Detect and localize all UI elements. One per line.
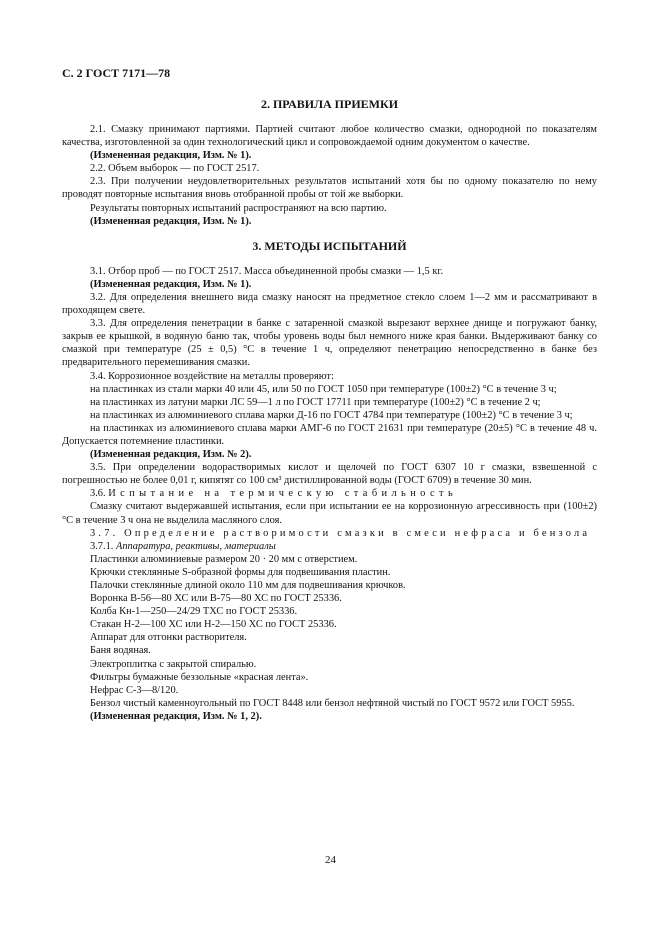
paragraph-3-1: 3.1. Отбор проб — по ГОСТ 2517. Масса объединенной пробы смазки — 1,5 кг. (90, 265, 444, 277)
equipment-item: Воронка В-56—80 ХС или В-75—80 ХС по ГОСТ 25336. (90, 593, 342, 605)
paragraph-3-3: 3.3. Для определения пенетрации в банке с затаренной смазкой вырезают верхнее днище и погружают банку, закрыв ее крышкой, в водяную баню так, чтобы уровень воды был немного ниже края банки. Выдерживают банку со смазкой при температуре (25 ± 0,5) °С в течение 1 ч, определяют пенетрацию непосредственно в банке без предварительного перемешивания смазки. (62, 318, 597, 369)
paragraph-3-4: 3.4. Коррозионное воздействие на металлы проверяют: (90, 370, 334, 382)
paragraph-2-2: 2.2. Объем выборок — по ГОСТ 2517. (90, 163, 260, 175)
revision-note: (Измененная редакция, Изм. № 1, 2). (90, 710, 262, 722)
paragraph-3-4-amg6: на пластинках из алюминиевого сплава марки АМГ-6 по ГОСТ 21631 при температуре (20±5) °С в течение 48 ч. Допускается потемнение пластинки. (62, 422, 597, 447)
equipment-item: Палочки стеклянные длиной около 110 мм для подвешивания крючков. (90, 580, 406, 591)
equipment-item: Аппарат для отгонки растворителя. (90, 632, 247, 644)
paragraph-3-2: 3.2. Для определения внешнего вида смазку наносят на предметное стекло слоем 1—2 мм и рассматривают в проходящем свете. (62, 291, 597, 317)
paragraph-2-3-cont: Результаты повторных испытаний распространяют на всю партию. (90, 202, 387, 214)
section-3-title: 3. МЕТОДЫ ИСПЫТАНИЙ (252, 238, 407, 253)
paragraph-3-6-number: 3.6. (90, 488, 106, 500)
equipment-item: Нефрас С-3—8/120. (90, 684, 179, 696)
equipment-item: Бензол чистый каменноугольный по ГОСТ 8448 или бензол нефтяной чистый по ГОСТ 9572 или ГОСТ 5955. (90, 697, 575, 709)
section-2-title: 2. ПРАВИЛА ПРИЕМКИ (260, 97, 399, 111)
paragraph-3-7-heading: 3.7. Определение растворимости смазки в смеси нефраса и бензола (90, 527, 591, 539)
equipment-item: Стакан Н-2—100 ХС или Н-2—150 ХС по ГОСТ 25336. (90, 619, 337, 631)
paragraph-3-6-heading (62, 487, 597, 500)
paragraph-3-4-brass: на пластинках из латуни марки ЛС 59—1 л по ГОСТ 17711 при температуре (100±2) °С в течение 2 ч; (90, 396, 541, 408)
paragraph-3-4-d16: на пластинках из алюминиевого сплава марки Д-16 по ГОСТ 4784 при температуре (100±2) °С в течение 3 ч; (90, 409, 573, 421)
paragraph-3-7-1-heading (62, 540, 597, 553)
paragraph-3-7-1-title: Аппаратура, реактивы, материалы (116, 540, 276, 552)
revision-note: (Измененная редакция, Изм. № 1). (90, 150, 252, 162)
paragraph-2-1: 2.1. Смазку принимают партиями. Партией считают любое количество смазки, однородной по показателям качества, изготовленной за один технологический цикл и сопровождаемой одним документом о качестве. (62, 124, 597, 149)
document-page (62, 66, 597, 723)
equipment-item: Электроплитка с закрытой спиралью. (90, 658, 257, 670)
revision-note: (Измененная редакция, Изм. № 1). (90, 278, 252, 290)
paragraph-3-6-title: Испытание на термическую стабильность (108, 488, 458, 500)
page-header: С. 2 ГОСТ 7171—78 (62, 66, 171, 80)
page-number: 24 (325, 854, 336, 866)
equipment-item: Крючки стеклянные S-образной формы для подвешивания пластин. (90, 566, 391, 578)
paragraph-3-6-text: Смазку считают выдержавшей испытания, если при испытании ее на коррозионную агрессивность при (100±2) °С в течение 3 ч она не выделила масляного слоя. (62, 501, 597, 526)
paragraph-3-4-steel: на пластинках из стали марки 40 или 45, или 50 по ГОСТ 1050 при температуре (100±2) °С в течение 3 ч; (90, 383, 557, 395)
equipment-item: Колба Кн-1—250—24/29 ТХС по ГОСТ 25336. (90, 606, 298, 618)
revision-note: (Измененная редакция, Изм. № 2). (90, 449, 252, 461)
equipment-item: Баня водяная. (90, 645, 151, 657)
equipment-item: Фильтры бумажные беззольные «красная лента». (90, 671, 309, 683)
equipment-item: Пластинки алюминиевые размером 20 · 20 мм с отверстием. (90, 553, 358, 565)
paragraph-2-3: 2.3. При получении неудовлетворительных результатов испытаний хотя бы по одному показателю по нему проводят повторные испытания вновь отобранной пробы от той же выборки. (62, 176, 597, 201)
paragraph-3-7-1-number: 3.7.1. (90, 540, 114, 552)
revision-note: (Измененная редакция, Изм. № 1). (90, 215, 252, 227)
paragraph-3-5: 3.5. При определении водорастворимых кислот и щелочей по ГОСТ 6307 10 г смазки, взвешенной с погрешностью не более 0,01 г, кипятят со 100 см³ дистиллированной воды (ГОСТ 6709) в течение 30 мин. (62, 462, 597, 487)
